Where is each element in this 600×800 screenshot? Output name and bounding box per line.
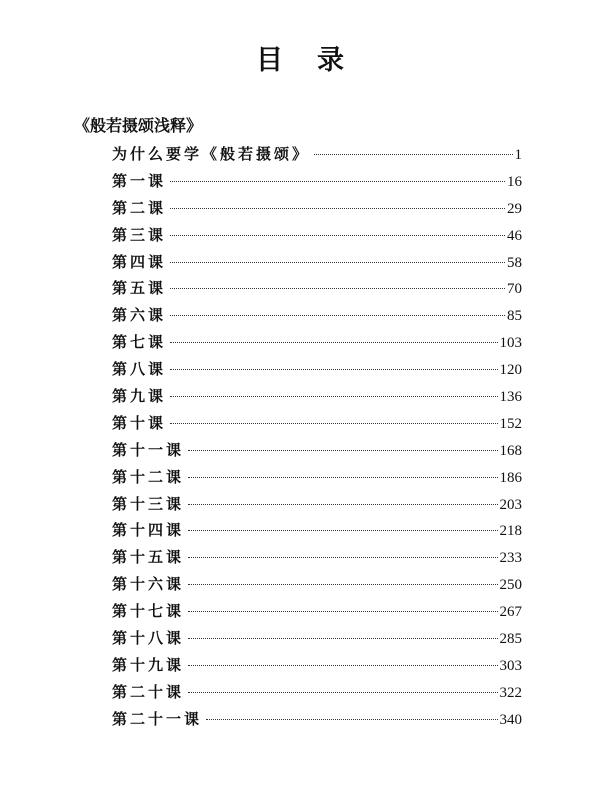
toc-entry-page: 152: [499, 415, 522, 432]
toc-entry[interactable]: [112, 598, 522, 625]
dot-leader: [188, 556, 497, 558]
toc-entry[interactable]: [112, 356, 522, 383]
toc-entry-page: 186: [499, 469, 522, 486]
dot-leader: [170, 261, 505, 263]
toc-entry[interactable]: [112, 329, 522, 356]
toc-entry-page: 103: [499, 335, 522, 352]
toc-entry-page: 70: [507, 281, 522, 298]
toc-entry-page: 203: [499, 496, 522, 513]
dot-leader: [170, 395, 497, 397]
toc-entry-page: 303: [499, 657, 522, 674]
dot-leader: [170, 234, 505, 236]
toc-entry[interactable]: [112, 410, 522, 437]
toc-entry[interactable]: [112, 168, 522, 195]
dot-leader: [188, 449, 497, 451]
toc-entry-label: 第十二课: [112, 467, 185, 486]
toc-entry[interactable]: [112, 195, 522, 222]
toc-entry-label: 第十九课: [112, 655, 185, 674]
toc-entry[interactable]: [112, 679, 522, 706]
toc-entry-label: 第七课: [112, 333, 167, 352]
toc-entry[interactable]: [112, 706, 522, 733]
toc-entry-page: 250: [499, 577, 522, 594]
toc-entry-label: 第三课: [112, 225, 167, 244]
dot-leader: [188, 610, 497, 612]
toc-entry-label: 第十四课: [112, 521, 185, 540]
toc-entry-page: 16: [507, 173, 522, 190]
toc-entry[interactable]: [112, 464, 522, 491]
page-title-char: 目: [256, 45, 283, 76]
dot-leader: [170, 287, 505, 289]
toc-entry[interactable]: [112, 517, 522, 544]
toc-entry[interactable]: [112, 275, 522, 302]
toc-entry[interactable]: [112, 249, 522, 276]
dot-leader: [170, 341, 497, 343]
toc-entry[interactable]: [112, 491, 522, 518]
toc-entry-label: 第十三课: [112, 494, 185, 513]
toc-entry[interactable]: [112, 437, 522, 464]
toc-list: [112, 141, 522, 733]
toc-entry-page: 233: [499, 550, 522, 567]
toc-entry-label: 第二课: [112, 198, 167, 217]
page-title-char: 录: [317, 45, 344, 76]
dot-leader: [188, 583, 497, 585]
page-title: [0, 38, 600, 77]
toc-entry-page: 340: [499, 711, 522, 728]
toc-entry-page: 218: [499, 523, 522, 540]
toc-entry[interactable]: [112, 652, 522, 679]
toc-entry-page: 85: [507, 308, 522, 325]
toc-entry[interactable]: [112, 571, 522, 598]
toc-entry-label: 第四课: [112, 252, 167, 271]
toc-entry-label: 第十六课: [112, 575, 185, 594]
dot-leader: [206, 718, 497, 720]
toc-entry-page: 267: [499, 604, 522, 621]
dot-leader: [170, 207, 505, 209]
toc-entry-label: 为什么要学《般若摄颂》: [112, 145, 311, 163]
toc-entry[interactable]: [112, 302, 522, 329]
toc-entry-page: 322: [499, 684, 522, 701]
dot-leader: [188, 529, 497, 531]
toc-entry-label: 第十课: [112, 413, 167, 432]
toc-entry-page: 136: [499, 389, 522, 406]
toc-entry-label: 第十七课: [112, 602, 185, 621]
toc-entry-label: 第十五课: [112, 548, 185, 567]
book-title: 《般若摄颂浅释》: [74, 116, 203, 135]
dot-leader: [188, 503, 497, 505]
toc-entry-label: 第二十课: [112, 682, 185, 701]
dot-leader: [188, 476, 497, 478]
toc-entry[interactable]: [112, 544, 522, 571]
dot-leader: [170, 180, 505, 182]
toc-entry-page: 168: [499, 442, 522, 459]
toc-entry-label: 第一课: [112, 171, 167, 190]
dot-leader: [314, 153, 512, 155]
toc-entry-page: 1: [514, 147, 522, 163]
dot-leader: [170, 422, 497, 424]
toc-entry-label: 第五课: [112, 279, 167, 298]
dot-leader: [188, 664, 497, 666]
toc-entry-page: 58: [507, 254, 522, 271]
toc-entry[interactable]: [112, 141, 522, 168]
toc-entry-label: 第十八课: [112, 629, 185, 648]
toc-entry-label: 第二十一课: [112, 709, 203, 728]
dot-leader: [170, 368, 497, 370]
toc-entry-label: 第六课: [112, 306, 167, 325]
dot-leader: [170, 314, 505, 316]
toc-entry-label: 第十一课: [112, 440, 185, 459]
toc-entry[interactable]: [112, 383, 522, 410]
toc-entry-label: 第八课: [112, 360, 167, 379]
toc-entry-page: 46: [507, 227, 522, 244]
toc-entry-label: 第九课: [112, 387, 167, 406]
toc-entry-page: 29: [507, 200, 522, 217]
toc-entry-page: 120: [499, 362, 522, 379]
toc-entry-page: 285: [499, 631, 522, 648]
dot-leader: [188, 637, 497, 639]
toc-entry[interactable]: [112, 625, 522, 652]
toc-entry[interactable]: [112, 222, 522, 249]
dot-leader: [188, 691, 497, 693]
